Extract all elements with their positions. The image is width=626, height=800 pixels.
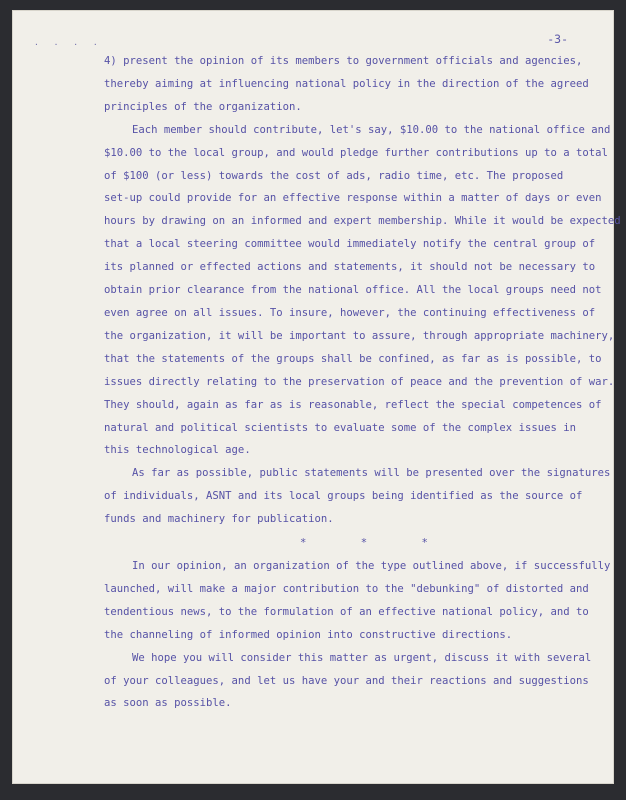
text-line: launched, will make a major contribution to the "debunking" of distorted and <box>104 582 589 595</box>
paper-specks: . . . . <box>34 38 103 47</box>
text-line: natural and political scientists to evaluate some of the complex issues in <box>104 421 576 434</box>
text-line: As far as possible, public statements will be presented over the signatures <box>132 467 611 480</box>
text-line: We hope you will consider this matter as urgent, discuss it with several <box>132 651 592 664</box>
text-line: of your colleagues, and let us have your and their reactions and suggestions <box>104 674 589 687</box>
paragraph-3 <box>104 462 611 531</box>
document-page <box>12 10 621 784</box>
text-line: of individuals, ASNT and its local groups being identified as the source of <box>104 490 583 503</box>
paragraph-4 <box>104 555 611 647</box>
text-line: issues directly relating to the preservation of peace and the prevention of war. <box>104 375 615 388</box>
section-divider-stars: * * * <box>300 537 428 550</box>
text-line: They should, again as far as is reasonable, reflect the special competences of <box>104 398 602 411</box>
paragraph-2 <box>104 119 621 463</box>
text-line: obtain prior clearance from the national office. All the local groups need not <box>104 284 602 297</box>
text-line: funds and machinery for publication. <box>104 513 334 526</box>
paragraph-5 <box>104 647 592 716</box>
text-line: $10.00 to the local group, and would pledge further contributions up to a total <box>104 146 608 159</box>
text-line: set-up could provide for an effective response within a matter of days or even <box>104 192 602 205</box>
text-line: principles of the organization. <box>104 100 302 113</box>
text-line: the organization, it will be important to assure, through appropriate machinery, <box>104 329 615 342</box>
text-line: thereby aiming at influencing national policy in the direction of the agreed <box>104 77 589 90</box>
text-line: Each member should contribute, let's say, $10.00 to the national office and <box>132 123 611 136</box>
text-line: that the statements of the groups shall be confined, as far as is possible, to <box>104 352 602 365</box>
text-line: tendentious news, to the formulation of an effective national policy, and to <box>104 605 589 618</box>
text-line: as soon as possible. <box>104 697 232 710</box>
text-line: 4) present the opinion of its members to government officials and agencies, <box>104 55 583 67</box>
text-line: its planned or effected actions and statements, it should not be necessary to <box>104 261 596 274</box>
text-line: this technological age. <box>104 444 251 457</box>
text-line: the channeling of informed opinion into constructive directions. <box>104 628 513 641</box>
text-line: In our opinion, an organization of the type outlined above, if successfully <box>132 560 611 573</box>
paragraph-1 <box>104 50 589 119</box>
text-line: of $100 (or less) towards the cost of ads, radio time, etc. The proposed <box>104 169 564 182</box>
page-number: -3- <box>547 32 568 46</box>
letter-body <box>104 50 621 715</box>
text-line: even agree on all issues. To insure, however, the continuing effectiveness of <box>104 306 596 319</box>
text-line: hours by drawing on an informed and expert membership. While it would be expected <box>104 215 621 228</box>
text-line: that a local steering committee would immediately notify the central group of <box>104 238 596 251</box>
